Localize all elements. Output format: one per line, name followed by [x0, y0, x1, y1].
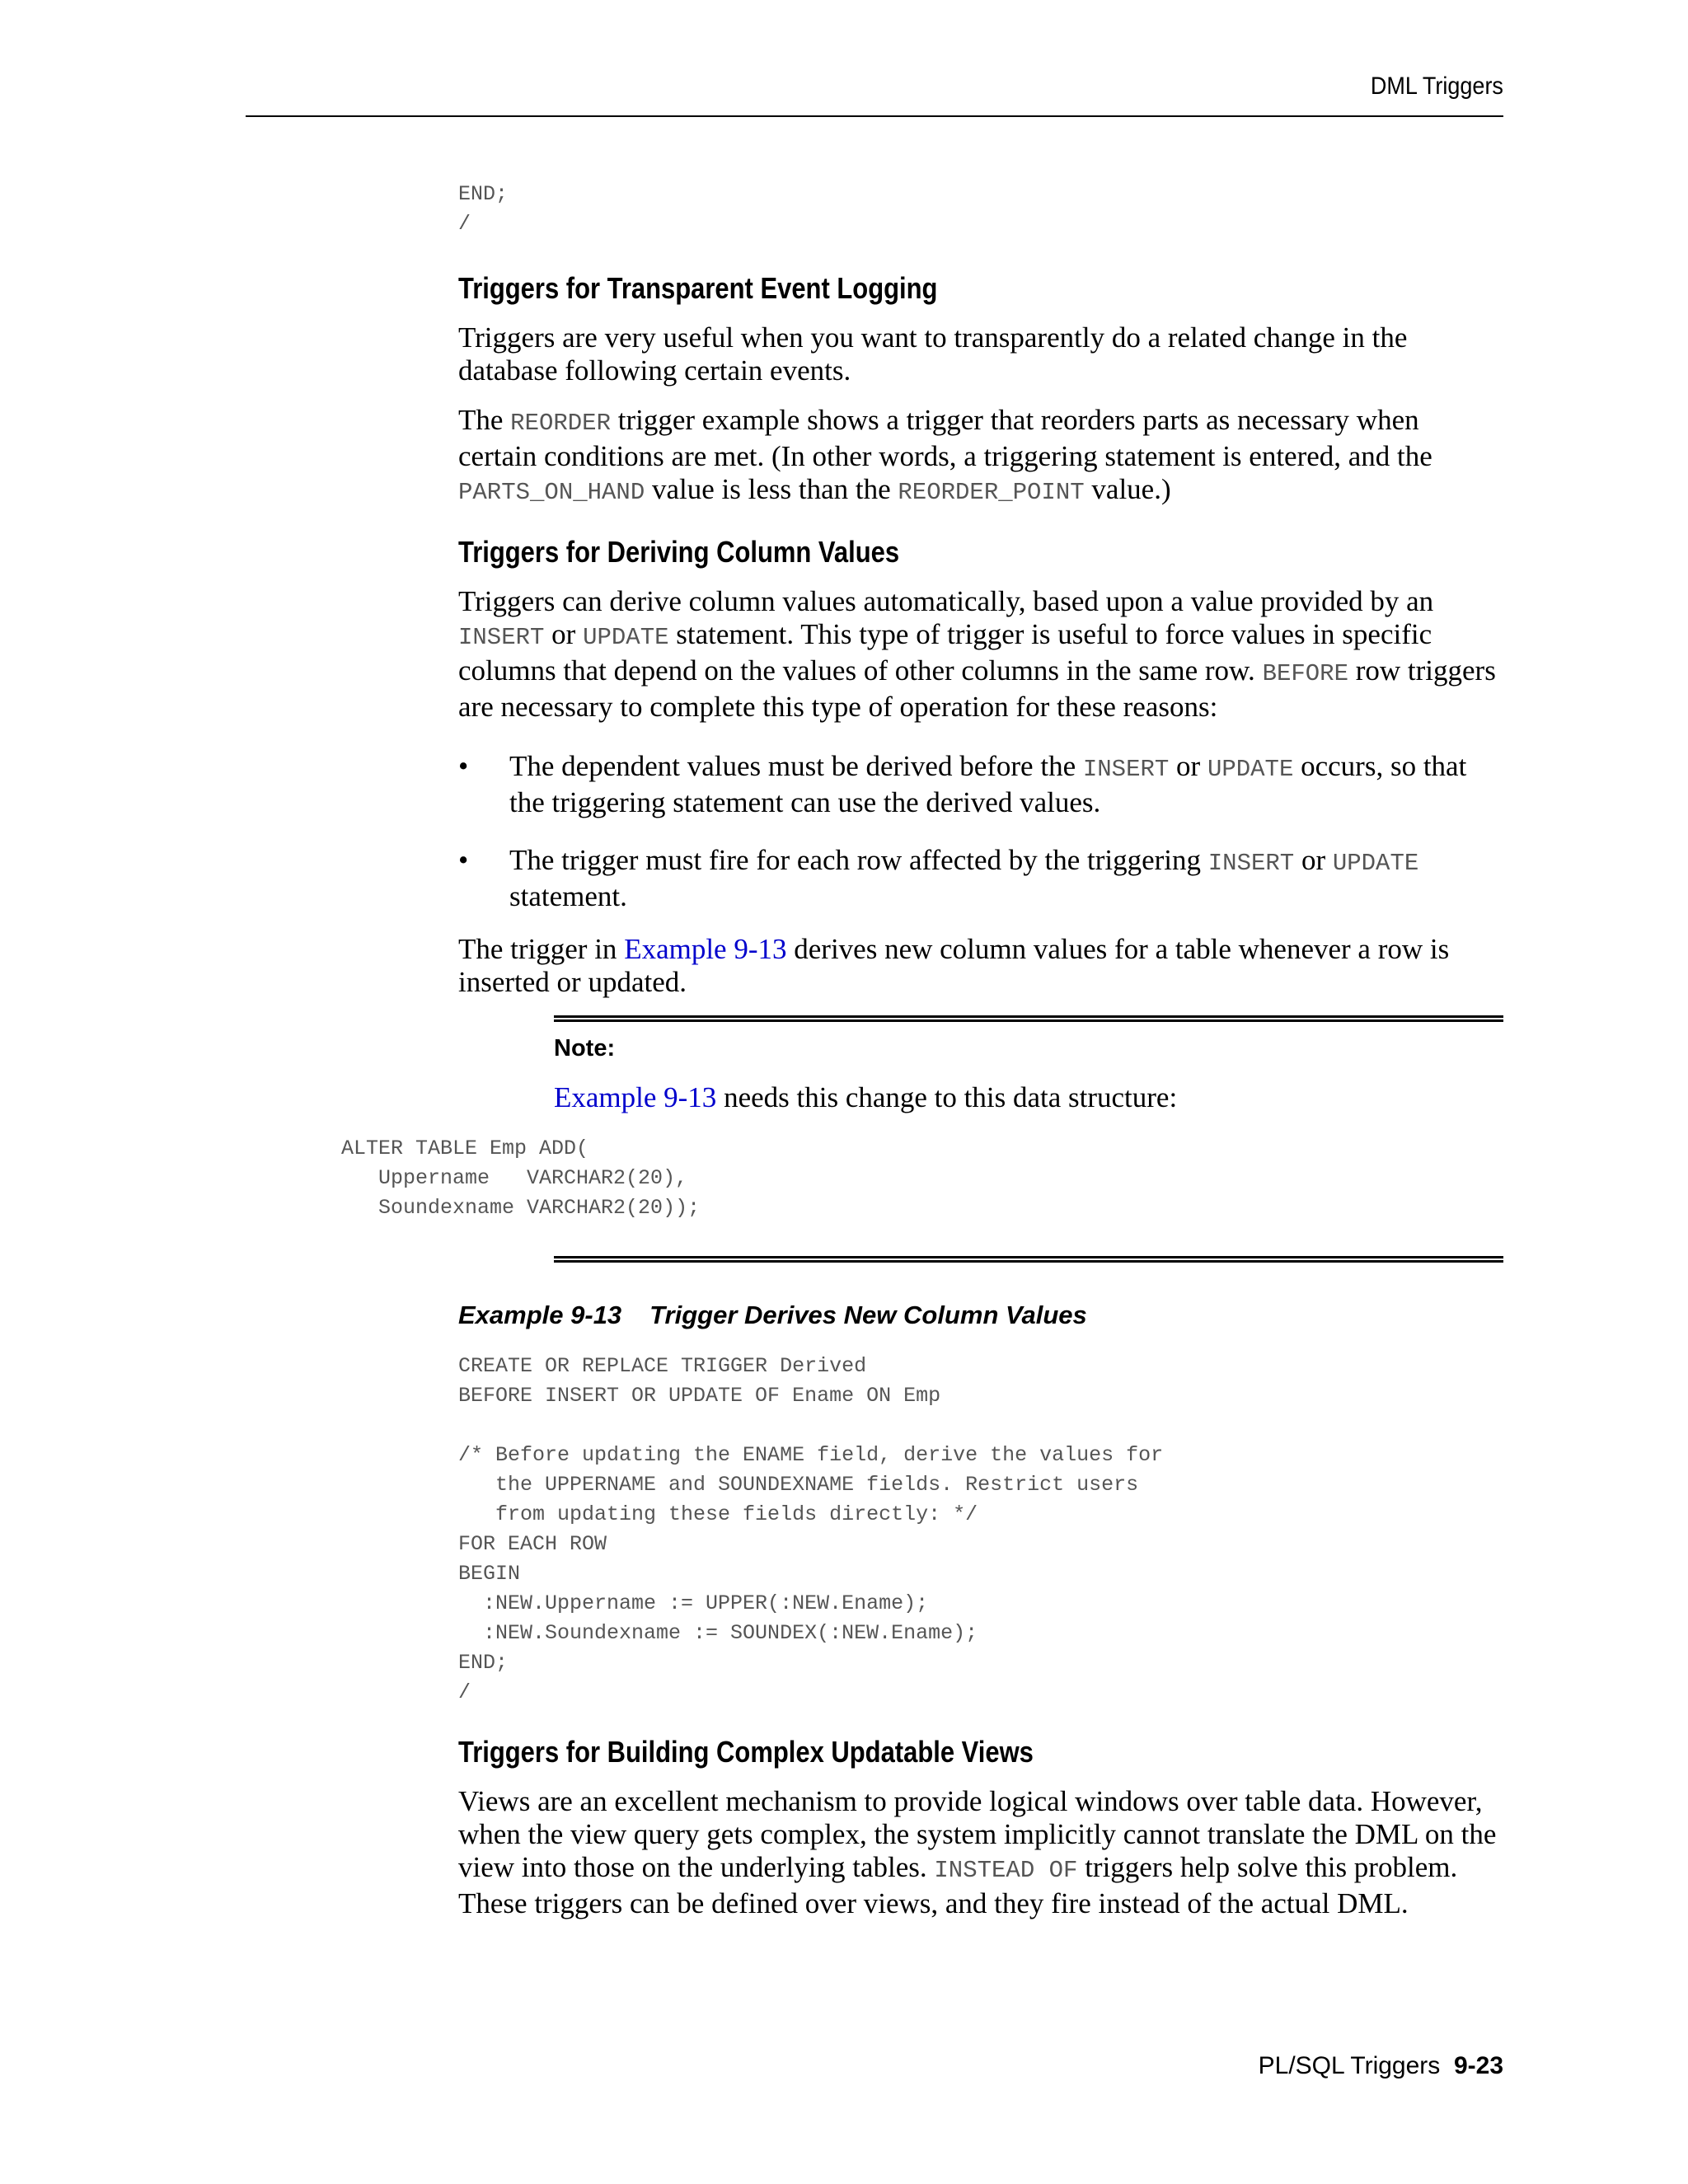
heading-deriving-column-values: Triggers for Deriving Column Values — [458, 535, 900, 569]
list-item: • The dependent values must be derived before the INSERT or UPDATE occurs, so that the triggering statement can use the derived values. — [458, 750, 1467, 818]
para-logging-1: Triggers are very useful when you want to transparently do a related change in the database following certain events. — [458, 321, 1408, 387]
note-text: Example 9-13 needs this change to this data structure: — [554, 1081, 1178, 1113]
page-content — [458, 180, 1503, 999]
note-top-rule — [554, 1015, 1503, 1022]
para-views: Views are an excellent mechanism to provide logical windows over table data. However, when the view query gets complex, the system implicitly cannot translate the DML on the view into those on the underlying tables. INSTEAD OF triggers help solve this problem. These triggers can be defined over views, and they fire instead of the actual DML. — [458, 1785, 1497, 1919]
note-label: Note: — [554, 1035, 616, 1062]
para-deriving-1: Triggers can derive column values automatically, based upon a value provided by an INSERT or UPDATE statement. This type of trigger is useful to force values in specific columns that depend on the values of other columns in the same row. BEFORE row triggers are necessary to complete this type of operation for these reasons: — [458, 585, 1496, 723]
list-item: • The trigger must fire for each row affected by the triggering INSERT or UPDATE statement. — [458, 844, 1419, 912]
section-views — [458, 1734, 1503, 1920]
code-end-previous: END; / — [458, 182, 509, 236]
header-rule — [246, 115, 1503, 117]
example-number: Example 9-13 — [458, 1301, 622, 1329]
footer-chapter: PL/SQL Triggers — [1258, 2052, 1441, 2079]
bullet-marker: • — [458, 844, 469, 876]
reasons-list — [458, 750, 1503, 913]
note-bottom-rule — [554, 1256, 1503, 1263]
page-footer — [1259, 2052, 1503, 2080]
example-caption: Trigger Derives New Column Values — [649, 1301, 1087, 1329]
para-deriving-2: The trigger in Example 9-13 derives new column values for a table whenever a row is inserted or updated. — [458, 933, 1450, 998]
example-code-block: CREATE OR REPLACE TRIGGER Derived BEFORE INSERT OR UPDATE OF Ename ON Emp /* Before updating the ENAME field, derive the values for the UPPERNAME and SOUNDEXNAME fields. Restrict users from updating these fields directly: */ FOR EACH ROW BEGIN :NEW.Uppername := UPPER(:NEW.Ename); :NEW.Soundexname := SOUNDEX(:NEW.Ename); END; / — [458, 1354, 1164, 1704]
code-reorder-point: REORDER_POINT — [898, 479, 1085, 506]
bullet-marker: • — [458, 750, 469, 782]
running-header: DML Triggers — [1370, 73, 1503, 100]
note-code-block: ALTER TABLE Emp ADD( Uppername VARCHAR2(20), Soundexname VARCHAR2(20)); — [341, 1137, 701, 1220]
example-9-13-link[interactable]: Example 9-13 — [624, 933, 787, 965]
code-reorder: REORDER — [510, 410, 611, 437]
example-title — [458, 1301, 1087, 1330]
note-example-link[interactable]: Example 9-13 — [554, 1081, 717, 1113]
heading-event-logging: Triggers for Transparent Event Logging — [458, 271, 938, 305]
code-parts-on-hand: PARTS_ON_HAND — [458, 479, 645, 506]
code-instead-of: INSTEAD OF — [934, 1857, 1078, 1884]
heading-complex-updatable-views: Triggers for Building Complex Updatable Views — [458, 1735, 1034, 1769]
para-logging-2: The REORDER trigger example shows a trigger that reorders parts as necessary when certain conditions are met. (In other words, a triggering statement is entered, and the PARTS_ON_HAND value is less than the REORDER_POINT value.) — [458, 404, 1432, 506]
page-number: 9-23 — [1453, 2052, 1503, 2079]
